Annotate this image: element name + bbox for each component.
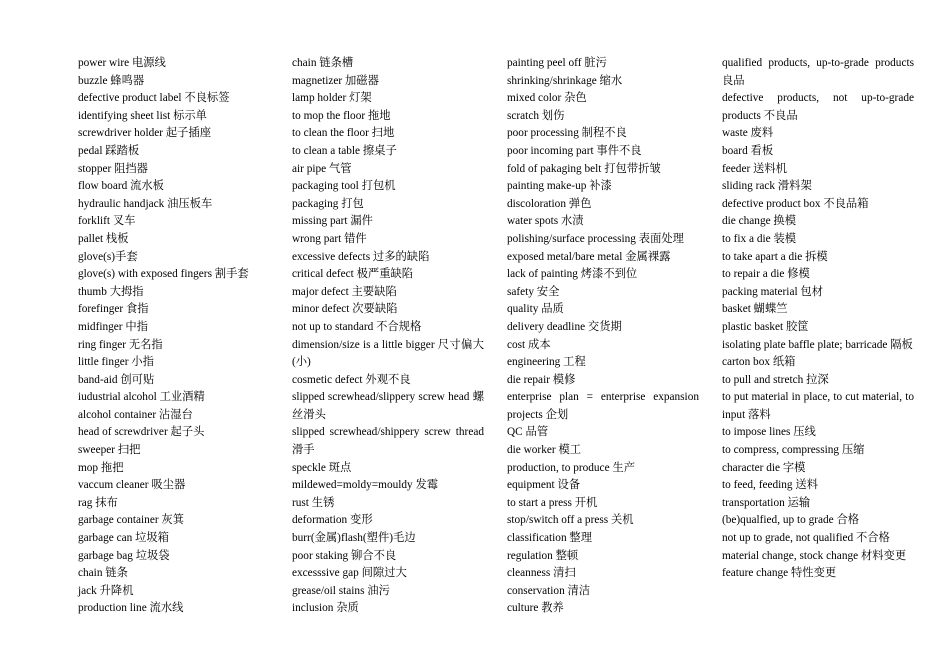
glossary-entry: mixed color 杂色 bbox=[507, 92, 587, 105]
glossary-entry: board 看板 bbox=[722, 144, 774, 157]
glossary-entry: to start a press 开机 bbox=[507, 496, 598, 509]
glossary-entry: material change, stock change 材料变更 bbox=[722, 549, 907, 562]
glossary-entry: rust 生锈 bbox=[292, 496, 335, 509]
glossary-entry: thumb 大拇指 bbox=[78, 285, 144, 298]
glossary-entry: not up to standard 不合规格 bbox=[292, 320, 422, 333]
glossary-entry: forefinger 食指 bbox=[78, 303, 149, 316]
glossary-entry: little finger 小指 bbox=[78, 356, 154, 369]
glossary-entry: buzzle 蜂鸣器 bbox=[78, 74, 145, 87]
glossary-entry: to mop the floor 拖地 bbox=[292, 109, 391, 122]
glossary-entry: ring finger 无名指 bbox=[78, 338, 163, 351]
glossary-entry: garbage container 灰箕 bbox=[78, 514, 185, 527]
glossary-entry: forklift 叉车 bbox=[78, 215, 136, 228]
glossary-entry: poor staking 铆合不良 bbox=[292, 549, 397, 562]
glossary-entry: production line 流水线 bbox=[78, 602, 184, 615]
glossary-entry: minor defect 次要缺陷 bbox=[292, 303, 398, 316]
glossary-entry: speckle 斑点 bbox=[292, 461, 352, 474]
glossary-entry: hydraulic handjack 油压板车 bbox=[78, 197, 213, 210]
glossary-entry: water spots 水渍 bbox=[507, 215, 584, 228]
glossary-entry: cleanness 清扫 bbox=[507, 567, 576, 580]
glossary-entry: polishing/surface processing 表面处理 bbox=[507, 232, 684, 245]
glossary-entry: discoloration 弹色 bbox=[507, 197, 592, 210]
glossary-entry: quality 品质 bbox=[507, 303, 564, 316]
glossary-entry: to put material in place, to cut material, to input 落料 bbox=[722, 391, 914, 421]
glossary-entry: stopper 阻挡器 bbox=[78, 162, 148, 175]
glossary-entry: burr(金属)flash(塑件)毛边 bbox=[292, 532, 416, 545]
glossary-entry: cosmetic defect 外观不良 bbox=[292, 373, 411, 386]
glossary-entry: rag 抹布 bbox=[78, 496, 118, 509]
glossary-entry: production, to produce 生产 bbox=[507, 461, 636, 474]
glossary-entry: classification 整理 bbox=[507, 532, 593, 545]
glossary-entry: pedal 踩踏板 bbox=[78, 144, 140, 157]
glossary-entry: chain 链条槽 bbox=[292, 57, 354, 69]
glossary-entry: QC 品管 bbox=[507, 426, 549, 439]
glossary-entry: not up to grade, not qualified 不合格 bbox=[722, 532, 890, 545]
glossary-entry: excesssive gap 间隙过大 bbox=[292, 567, 407, 580]
glossary-entry: scratch 划伤 bbox=[507, 109, 565, 122]
glossary-entry: iudustrial alcohol 工业酒精 bbox=[78, 391, 205, 404]
glossary-entry: grease/oil stains 油污 bbox=[292, 584, 390, 597]
glossary-entry: glove(s)手套 bbox=[78, 250, 138, 263]
glossary-column-3 bbox=[507, 55, 699, 618]
glossary-entry: identifying sheet list 标示单 bbox=[78, 109, 207, 122]
glossary-entry: power wire 电源线 bbox=[78, 57, 166, 69]
glossary-entry: packing material 包材 bbox=[722, 285, 824, 298]
glossary-entry: to clean a table 擦桌子 bbox=[292, 144, 397, 157]
glossary-entry: isolating plate baffle plate; barricade 隔板 bbox=[722, 338, 913, 351]
glossary-entry: dimension/size is a little bigger 尺寸偏大(小) bbox=[292, 338, 484, 369]
glossary-column-1 bbox=[78, 55, 274, 618]
glossary-entry: midfinger 中指 bbox=[78, 320, 148, 333]
glossary-entry: garbage can 垃圾箱 bbox=[78, 532, 169, 545]
glossary-entry: to repair a die 修模 bbox=[722, 268, 810, 281]
glossary-entry: character die 字模 bbox=[722, 461, 806, 474]
glossary-entry: culture 教养 bbox=[507, 602, 564, 615]
glossary-entry: cost 成本 bbox=[507, 338, 551, 351]
glossary-entry: inclusion 杂质 bbox=[292, 602, 359, 615]
glossary-entry: to pull and stretch 拉深 bbox=[722, 373, 829, 386]
glossary-entry: flow board 流水板 bbox=[78, 180, 164, 193]
glossary-entry: to compress, compressing 压缩 bbox=[722, 444, 865, 457]
glossary-entry: defective product label 不良标签 bbox=[78, 92, 230, 105]
glossary-entry: band-aid 创可贴 bbox=[78, 373, 155, 386]
glossary-entry: screwdriver holder 起子插座 bbox=[78, 127, 212, 140]
glossary-entry: poor processing 制程不良 bbox=[507, 127, 627, 140]
glossary-entry: pallet 栈板 bbox=[78, 232, 129, 245]
glossary-entry: fold of pakaging belt 打包带折皱 bbox=[507, 162, 661, 175]
glossary-entry: conservation 清洁 bbox=[507, 584, 591, 597]
glossary-entry: feeder 送料机 bbox=[722, 162, 787, 175]
glossary-entry: defective products, not up-to-grade products 不良品 bbox=[722, 92, 914, 122]
glossary-entry: vaccum cleaner 吸尘器 bbox=[78, 479, 186, 492]
glossary-entry: safety 安全 bbox=[507, 285, 560, 298]
glossary-entry: missing part 漏件 bbox=[292, 215, 373, 228]
glossary-entry: regulation 整顿 bbox=[507, 549, 579, 562]
glossary-entry: garbage bag 垃圾袋 bbox=[78, 549, 170, 562]
glossary-entry: glove(s) with exposed fingers 割手套 bbox=[78, 268, 249, 281]
glossary-entry: engineering 工程 bbox=[507, 356, 586, 369]
glossary-entry: jack 升降机 bbox=[78, 584, 134, 597]
glossary-entry: equipment 设备 bbox=[507, 479, 581, 492]
glossary-column-4 bbox=[722, 55, 914, 583]
glossary-entry: carton box 纸箱 bbox=[722, 356, 796, 369]
glossary-entry: alcohol container 沾湿台 bbox=[78, 408, 193, 421]
glossary-entry: waste 废料 bbox=[722, 127, 774, 140]
glossary-entry: die worker 模工 bbox=[507, 444, 582, 457]
glossary-entry: qualified products, up-to-grade products 良品 bbox=[722, 57, 914, 87]
glossary-entry: packaging tool 打包机 bbox=[292, 180, 396, 193]
glossary-entry: transportation 运输 bbox=[722, 496, 811, 509]
glossary-entry: exposed metal/bare metal 金属裸露 bbox=[507, 250, 671, 263]
glossary-entry: wrong part 错件 bbox=[292, 232, 367, 245]
glossary-entry: critical defect 极严重缺陷 bbox=[292, 268, 414, 281]
glossary-entry: die repair 模修 bbox=[507, 373, 576, 386]
glossary-entry: chain 链条 bbox=[78, 567, 128, 580]
glossary-entry: to impose lines 压线 bbox=[722, 426, 816, 439]
glossary-entry: defective product box 不良品箱 bbox=[722, 197, 869, 210]
glossary-entry: enterprise plan = enterprise expansion projects 企划 bbox=[507, 391, 699, 421]
glossary-entry: sliding rack 滑料架 bbox=[722, 180, 812, 193]
glossary-entry: to take apart a die 拆模 bbox=[722, 250, 828, 263]
glossary-entry: packaging 打包 bbox=[292, 197, 364, 210]
glossary-entry: excessive defects 过多的缺陷 bbox=[292, 250, 430, 263]
glossary-entry: plastic basket 胶筐 bbox=[722, 320, 809, 333]
glossary-entry: to clean the floor 扫地 bbox=[292, 127, 395, 140]
glossary-entry: sweeper 扫把 bbox=[78, 444, 141, 457]
glossary-entry: die change 换模 bbox=[722, 215, 797, 228]
glossary-entry: basket 蝴蝶竺 bbox=[722, 303, 788, 316]
glossary-entry: mildewed=moldy=mouldy 发霉 bbox=[292, 479, 439, 492]
glossary-entry: mop 拖把 bbox=[78, 461, 124, 474]
glossary-entry: deformation 变形 bbox=[292, 514, 373, 527]
glossary-entry: air pipe 气管 bbox=[292, 162, 352, 175]
glossary-entry: slipped screwhead/slippery screw head 螺丝滑头 bbox=[292, 391, 484, 421]
glossary-entry: painting peel off 脏污 bbox=[507, 57, 607, 69]
glossary-entry: lack of painting 烤漆不到位 bbox=[507, 268, 638, 281]
glossary-entry: magnetizer 加磁器 bbox=[292, 74, 379, 87]
glossary-entry: (be)qualfied, up to grade 合格 bbox=[722, 514, 860, 527]
glossary-column-2 bbox=[292, 55, 484, 618]
glossary-entry: to feed, feeding 送料 bbox=[722, 479, 818, 492]
glossary-entry: feature change 特性变更 bbox=[722, 567, 837, 580]
glossary-entry: major defect 主要缺陷 bbox=[292, 285, 397, 298]
glossary-entry: stop/switch off a press 关机 bbox=[507, 514, 634, 527]
glossary-entry: poor incoming part 事件不良 bbox=[507, 144, 642, 157]
glossary-entry: lamp holder 灯架 bbox=[292, 92, 372, 105]
glossary-entry: to fix a die 装模 bbox=[722, 232, 797, 245]
glossary-entry: head of screwdriver 起子头 bbox=[78, 426, 205, 439]
glossary-entry: shrinking/shrinkage 缩水 bbox=[507, 74, 623, 87]
glossary-entry: painting make-up 补漆 bbox=[507, 180, 612, 193]
glossary-entry: delivery deadline 交货期 bbox=[507, 320, 622, 333]
glossary-entry: slipped screwhead/shippery screw thread 滑手 bbox=[292, 426, 484, 457]
